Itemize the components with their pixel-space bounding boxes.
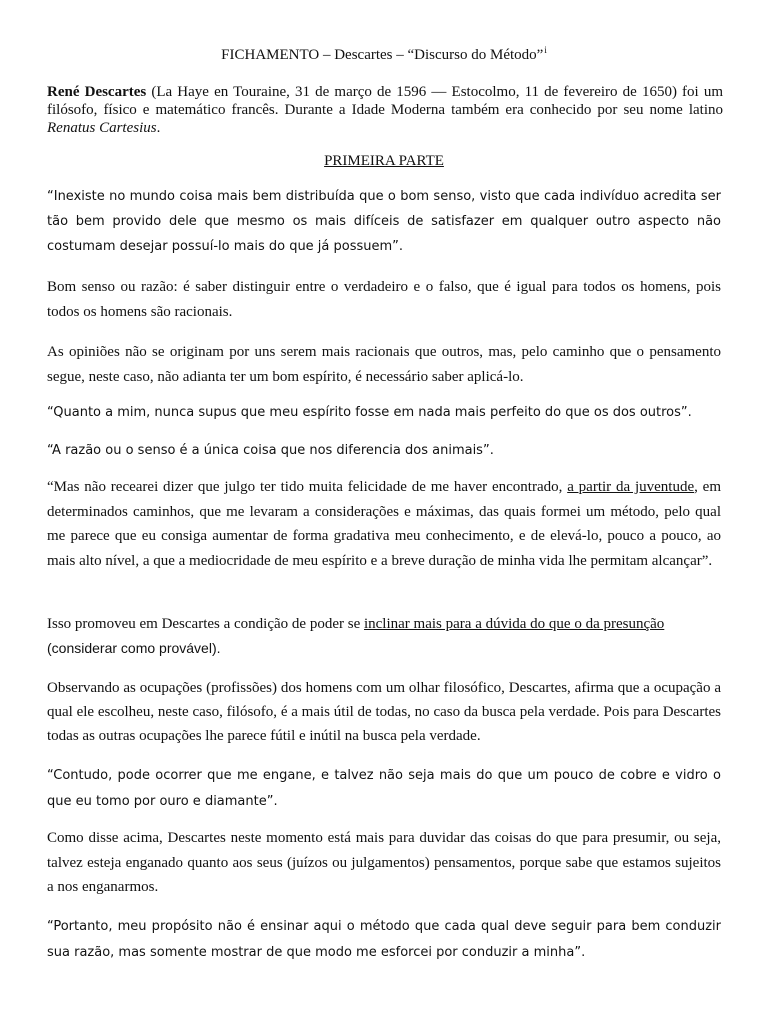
document-title (0, 41, 768, 64)
quote-paragraph-4: “Quanto a mim, nunca supus que meu espírito fosse em nada mais perfeito do que os dos outros”. (47, 405, 692, 420)
p7-underlined: inclinar mais para a dúvida do que o da presunção (363, 616, 665, 632)
body-paragraph-6 (47, 475, 721, 573)
body-paragraph-2: Bom senso ou razão: é saber distinguir entre o verdadeiro e o falso, que é igual para todos os homens, pois todos os homens são racionais. (47, 279, 721, 320)
quote-paragraph-1: “Inexiste no mundo coisa mais bem distribuída que o bom senso, visto que cada indivíduo acredita ser tão bem provido dele que mesmo os mais difíceis de satisfazer em qualquer outro aspecto não costumam desejar possuí-lo mais do que já possuem”. (47, 189, 721, 254)
bio-text: (La Haye en Touraine, 31 de março de 1596 — Estocolmo, 11 de fevereiro de 1650) foi um filósofo, físico e matemático francês. Durante a Idade Moderna também era conhecido por seu nome latino (47, 84, 724, 118)
p6-underlined: a partir da juventude (567, 479, 695, 495)
body-paragraph-8: Observando as ocupações (profissões) dos homens com um olhar filosófico, Descartes, afirma que a ocupação a qual ele escolheu, neste caso, filósofo, é a mais útil de todas, no caso da busca pela verdade. Pois para Descartes todas as outras ocupações lhe parece fútil e inútil na busca pela verdade. (47, 680, 721, 744)
body-paragraph-7 (47, 612, 721, 661)
p6-before: “Mas não recearei dizer que julgo ter tido muita felicidade de me haver encontrado, (47, 479, 568, 495)
author-bio-paragraph (47, 83, 723, 137)
quote-paragraph-11: “Portanto, meu propósito não é ensinar aqui o método que cada qual deve seguir para bem conduzir sua razão, mas somente mostrar de que modo me esforcei por conduzir a minha”. (47, 919, 721, 960)
quote-paragraph-5: “A razão ou o senso é a única coisa que nos diferencia dos animais”. (47, 443, 494, 458)
p6-after: , em determinados caminhos, que me levaram a considerações e máximas, das quais formei um método, pelo qual me parece que eu consiga aumentar de forma gradativa meu conhecimento, e de elevá-lo, pouco a pouco, ao mais alto nível, a que a mediocridade de meu espírito e a breve duração de minha vida lhe permitam alcançar”. (47, 479, 722, 569)
quote-paragraph-9: “Contudo, pode ocorrer que me engane, e talvez não seja mais do que um pouco de cobre e vidro o que eu tomo por ouro e diamante”. (47, 768, 721, 809)
p7-after: (considerar como provável). (47, 640, 221, 656)
title-text: FICHAMENTO – Descartes – “Discurso do Método” (221, 47, 544, 63)
body-paragraph-3: As opiniões não se originam por uns serem mais racionais que outros, mas, pelo caminho que o pensamento segue, neste caso, não adianta ter um bom espírito, é necessário saber aplicá-lo. (47, 344, 721, 385)
p7-before: Isso promoveu em Descartes a condição de poder se (47, 616, 364, 632)
body-paragraph-10: Como disse acima, Descartes neste momento está mais para duvidar das coisas do que para presumir, ou seja, talvez esteja enganado quanto aos seus (juízos ou julgamentos) pensamentos, porque sabe que estamos sujeitos a nos enganarmos. (47, 830, 721, 895)
author-name: René Descartes (47, 84, 147, 100)
title-footnote-marker: i (544, 45, 547, 55)
latin-name: Renatus Cartesius (47, 120, 157, 136)
bio-end: . (156, 120, 161, 136)
section-heading: PRIMEIRA PARTE (324, 153, 444, 169)
